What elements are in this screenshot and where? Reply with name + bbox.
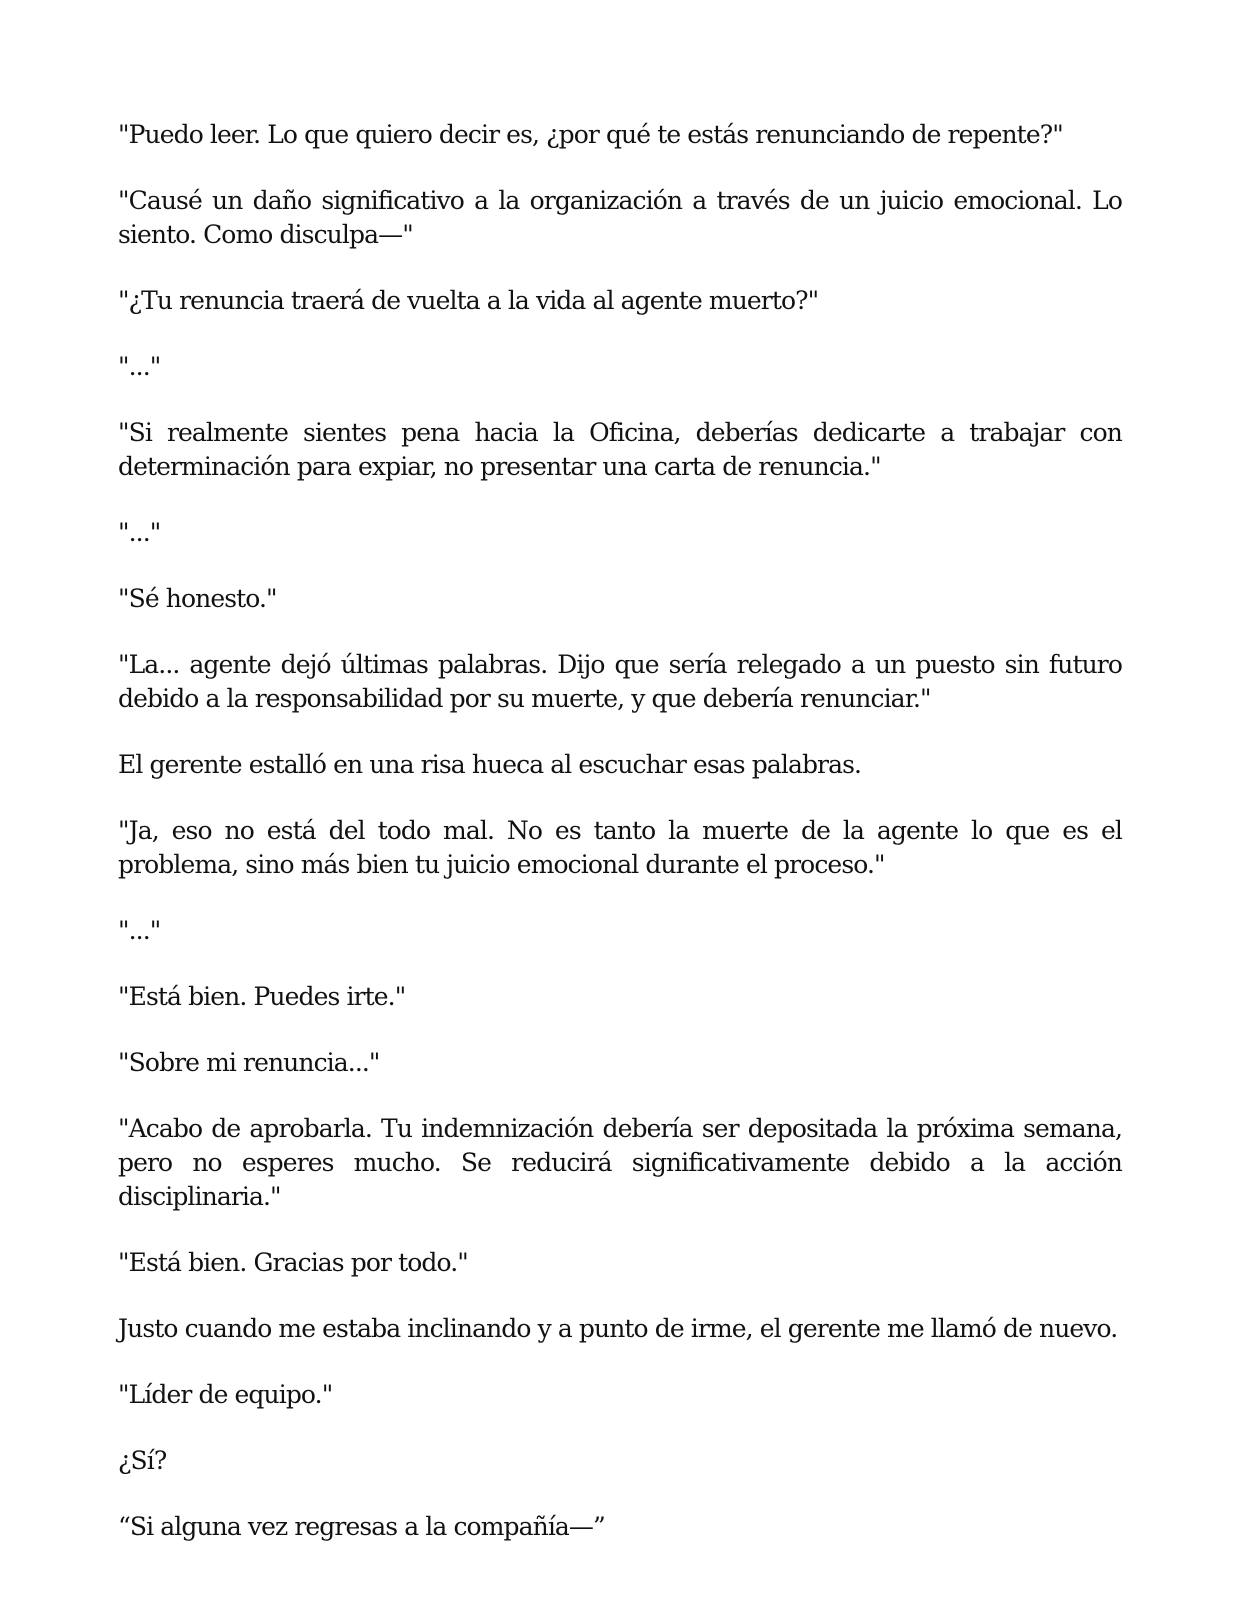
paragraph: "¿Tu renuncia traerá de vuelta a la vida al agente muerto?": [118, 286, 819, 315]
paragraph: "Ja, eso no está del todo mal. No es tanto la muerte de la agente lo que es el problema, sino más bien tu juicio emocional durante el proceso.": [118, 816, 1122, 879]
paragraph: "Sé honesto.": [118, 584, 277, 613]
paragraph: "Causé un daño significativo a la organización a través de un juicio emocional. Lo siento. Como disculpa—": [118, 186, 1122, 249]
paragraph: "Está bien. Puedes irte.": [118, 982, 406, 1011]
paragraph: ¿Sí?: [118, 1446, 167, 1475]
paragraph: “Si alguna vez regresas a la compañía—”: [118, 1512, 605, 1541]
paragraph: "Si realmente sientes pena hacia la Oficina, deberías dedicarte a trabajar con determinación para expiar, no presentar una carta de renuncia.": [118, 418, 1122, 481]
paragraph: "Líder de equipo.": [118, 1380, 333, 1409]
paragraph: "Sobre mi renuncia...": [118, 1048, 380, 1077]
paragraph: "Puedo leer. Lo que quiero decir es, ¿por qué te estás renunciando de repente?": [118, 120, 1063, 149]
paragraph: "La... agente dejó últimas palabras. Dijo que sería relegado a un puesto sin futuro debido a la responsabilidad por su muerte, y que debería renunciar.": [118, 650, 1122, 713]
paragraph: "...": [118, 916, 161, 945]
paragraph: "Acabo de aprobarla. Tu indemnización debería ser depositada la próxima semana, pero no esperes mucho. Se reducirá significativamente debido a la acción disciplinaria.": [118, 1114, 1122, 1211]
body-text: [118, 118, 1122, 1576]
paragraph: "Está bien. Gracias por todo.": [118, 1248, 468, 1277]
paragraph: "...": [118, 352, 161, 381]
paragraph: "...": [118, 518, 161, 547]
paragraph: Justo cuando me estaba inclinando y a punto de irme, el gerente me llamó de nuevo.: [118, 1314, 1118, 1343]
paragraph: El gerente estalló en una risa hueca al escuchar esas palabras.: [118, 750, 862, 779]
